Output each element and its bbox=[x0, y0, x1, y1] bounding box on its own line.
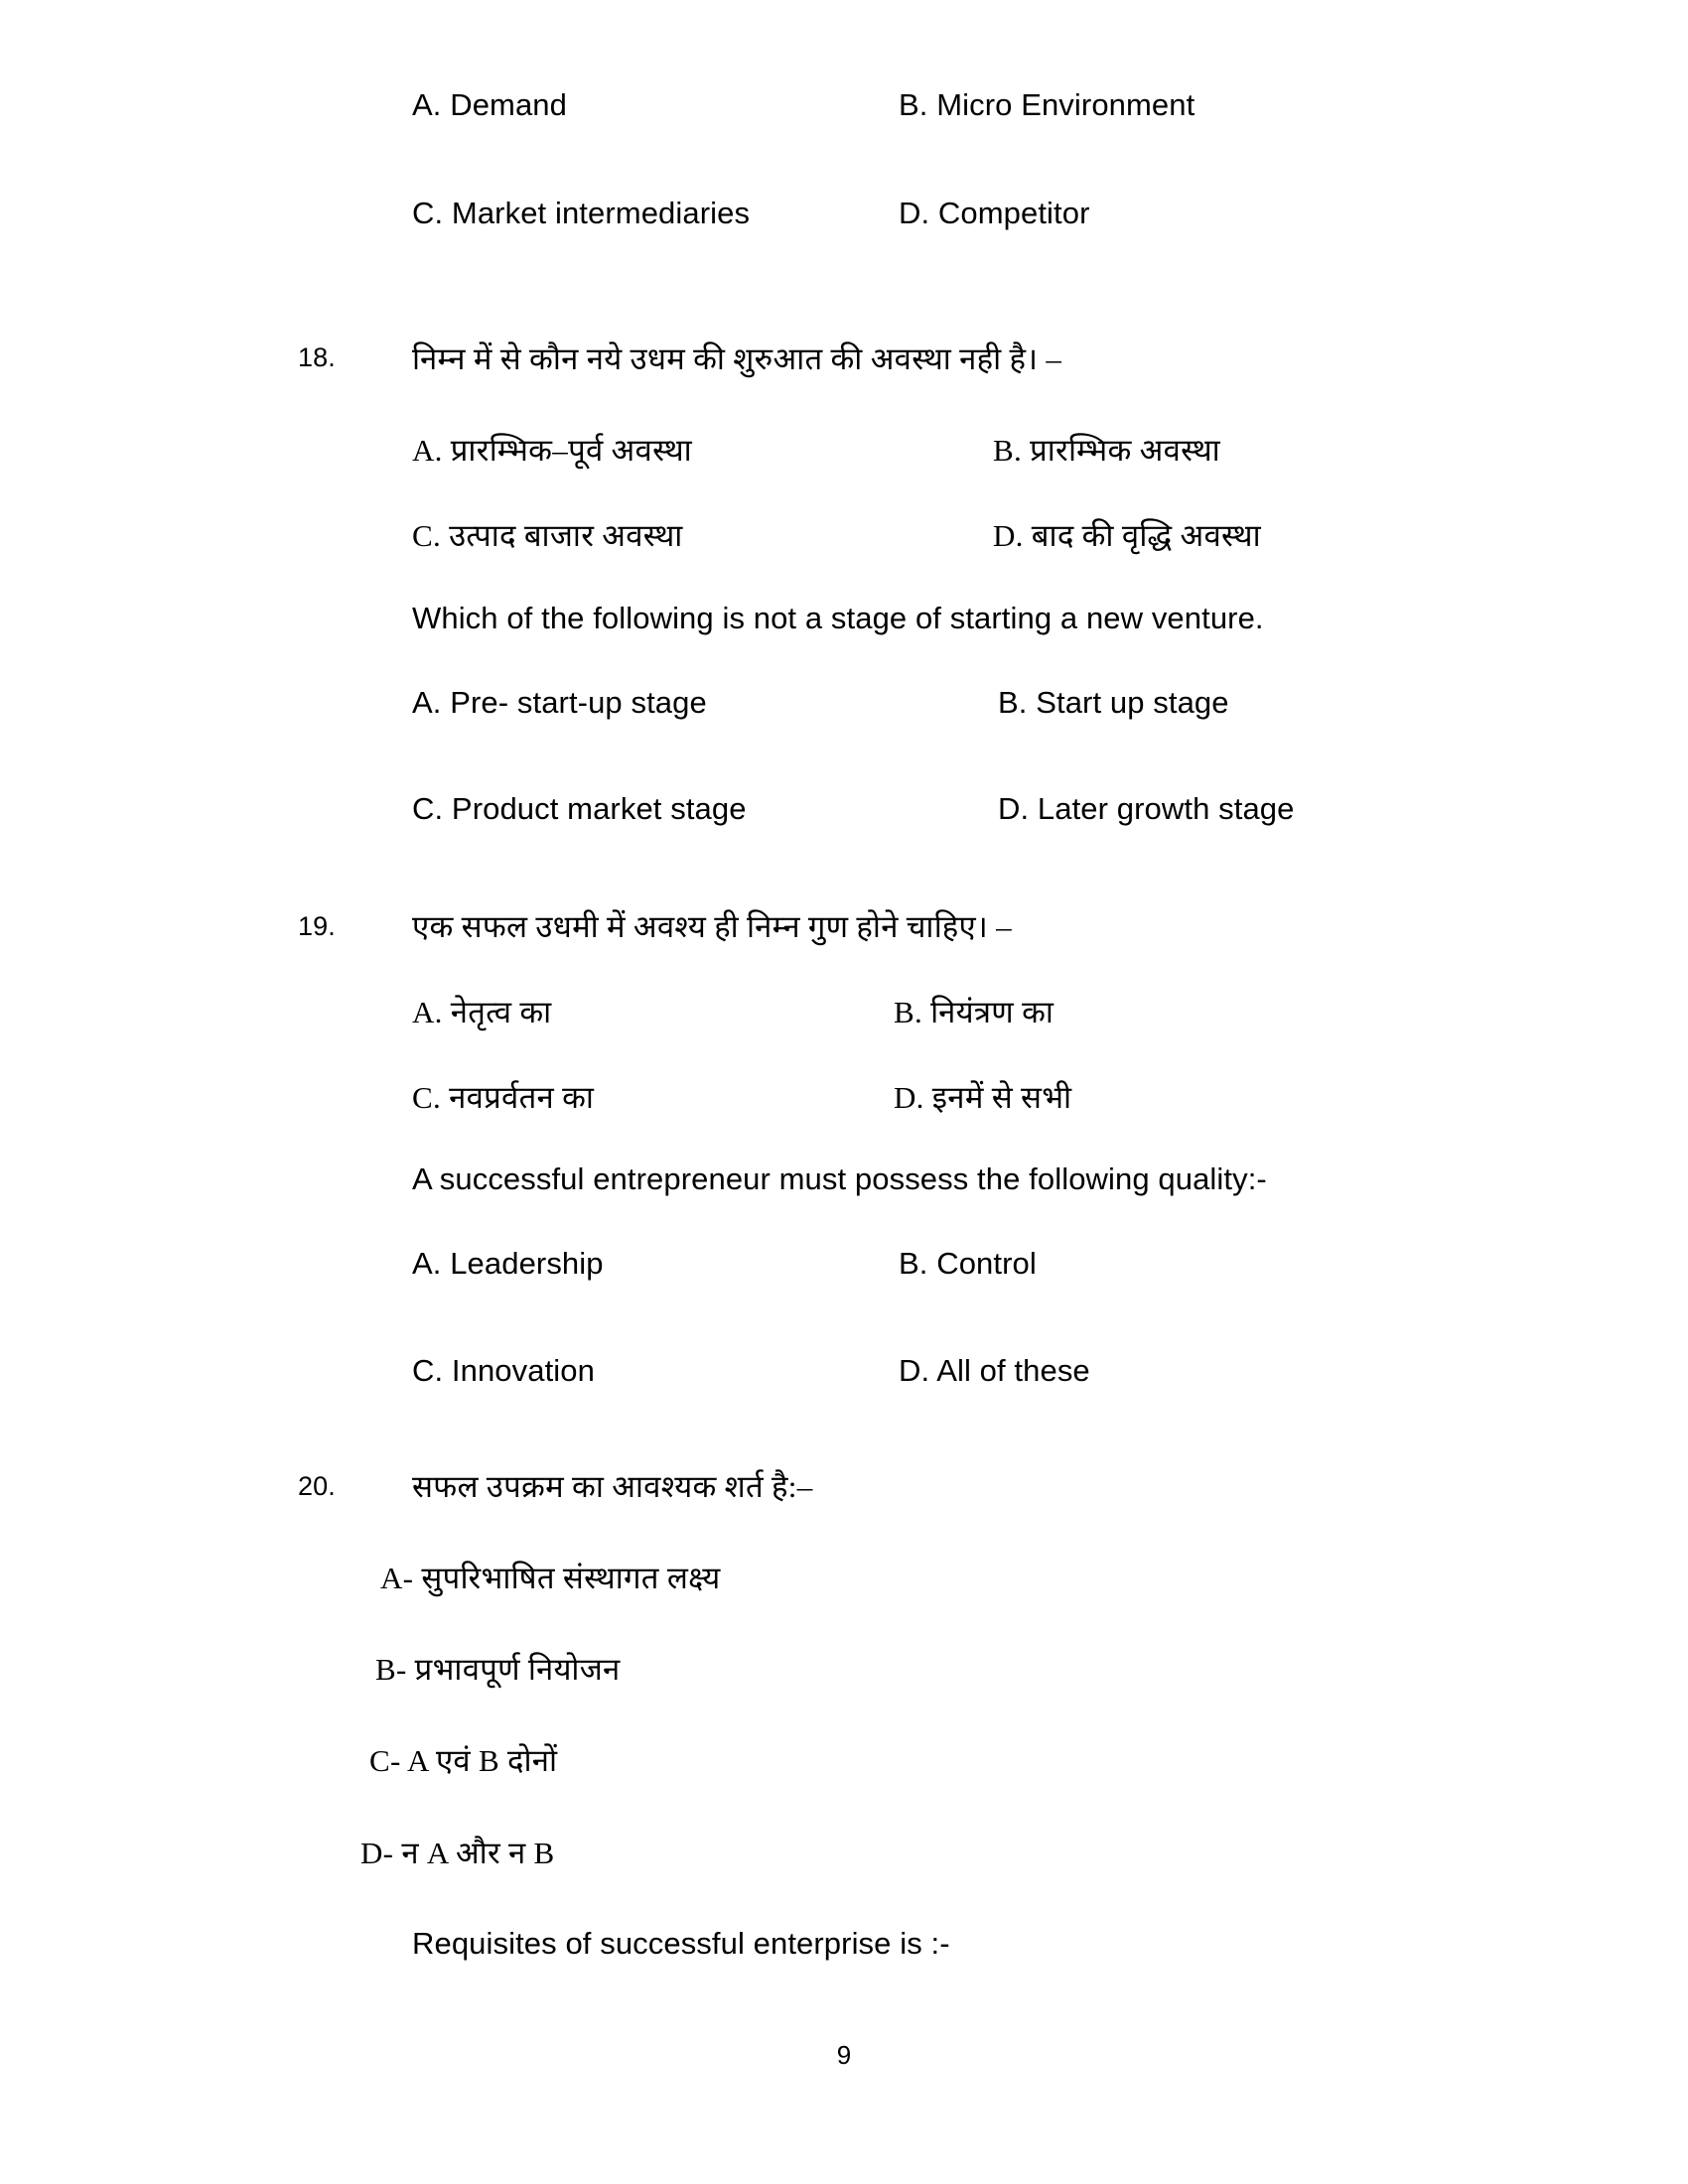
question-18-hindi-option-c: C. उत्पाद बाजार अवस्था bbox=[412, 518, 683, 553]
question-20-number: 20. bbox=[298, 1471, 336, 1501]
question-19-english-option-d: D. All of these bbox=[899, 1353, 1090, 1388]
question-19-hindi-option-c: C. नवप्रर्वतन का bbox=[412, 1080, 595, 1115]
question-19-hindi-option-a: A. नेतृत्व का bbox=[412, 995, 552, 1029]
question-18-hindi-option-b: B. प्रारम्भिक अवस्था bbox=[993, 433, 1221, 468]
carryover-option-b bbox=[899, 87, 1195, 123]
question-19-number: 19. bbox=[298, 911, 336, 941]
question-20-hindi-option-a: A- सुपरिभाषित संस्थागत लक्ष्य bbox=[380, 1561, 721, 1595]
question-20-hindi-option-d: D- न A और न B bbox=[360, 1836, 555, 1870]
question-19-english-option-c: C. Innovation bbox=[412, 1353, 595, 1388]
question-20-hindi-text: सफल उपक्रम का आवश्यक शर्त है:– bbox=[412, 1469, 813, 1504]
question-19-hindi-option-d: D. इनमें से सभी bbox=[894, 1080, 1072, 1115]
carryover-option-c bbox=[412, 196, 750, 231]
question-19-english-text: A successful entrepreneur must possess the following quality:- bbox=[412, 1161, 1267, 1196]
question-20-english-text: Requisites of successful enterprise is :- bbox=[412, 1926, 950, 1961]
option-b-label: B. Micro Environment bbox=[899, 87, 1196, 122]
question-18-number: 18. bbox=[298, 342, 336, 372]
question-18-english-option-b: B. Start up stage bbox=[998, 685, 1229, 720]
question-18-english-option-a: A. Pre- start-up stage bbox=[412, 685, 707, 720]
question-20-hindi-option-b: B- प्रभावपूर्ण नियोजन bbox=[375, 1652, 621, 1687]
question-18-hindi-text: निम्न में से कौन नये उधम की शुरुआत की अवस्था नही है। – bbox=[412, 341, 1062, 376]
carryover-option-a bbox=[412, 87, 567, 123]
question-18-hindi-option-d: D. बाद की वृद्धि अवस्था bbox=[993, 518, 1261, 553]
question-20-hindi-option-c: C- A एवं B दोनों bbox=[369, 1743, 558, 1778]
question-18-english-text: Which of the following is not a stage of starting a new venture. bbox=[412, 601, 1264, 635]
question-18-english-option-d: D. Later growth stage bbox=[998, 791, 1295, 826]
carryover-option-d bbox=[899, 196, 1090, 231]
page-number: 9 bbox=[836, 2040, 852, 2070]
question-19-english-option-b: B. Control bbox=[899, 1246, 1037, 1281]
option-c-label: C. Market intermediaries bbox=[412, 196, 751, 230]
option-d-label: D. Competitor bbox=[899, 196, 1090, 230]
question-19-hindi-option-b: B. नियंत्रण का bbox=[894, 995, 1055, 1029]
question-19-english-option-a: A. Leadership bbox=[412, 1246, 604, 1281]
question-18-english-option-c: C. Product market stage bbox=[412, 791, 747, 826]
option-a-label: A. Demand bbox=[412, 87, 567, 122]
question-19-hindi-text: एक सफल उधमी में अवश्य ही निम्न गुण होने चाहिए। – bbox=[412, 909, 1012, 944]
question-18-hindi-option-a: A. प्रारम्भिक–पूर्व अवस्था bbox=[412, 433, 692, 468]
